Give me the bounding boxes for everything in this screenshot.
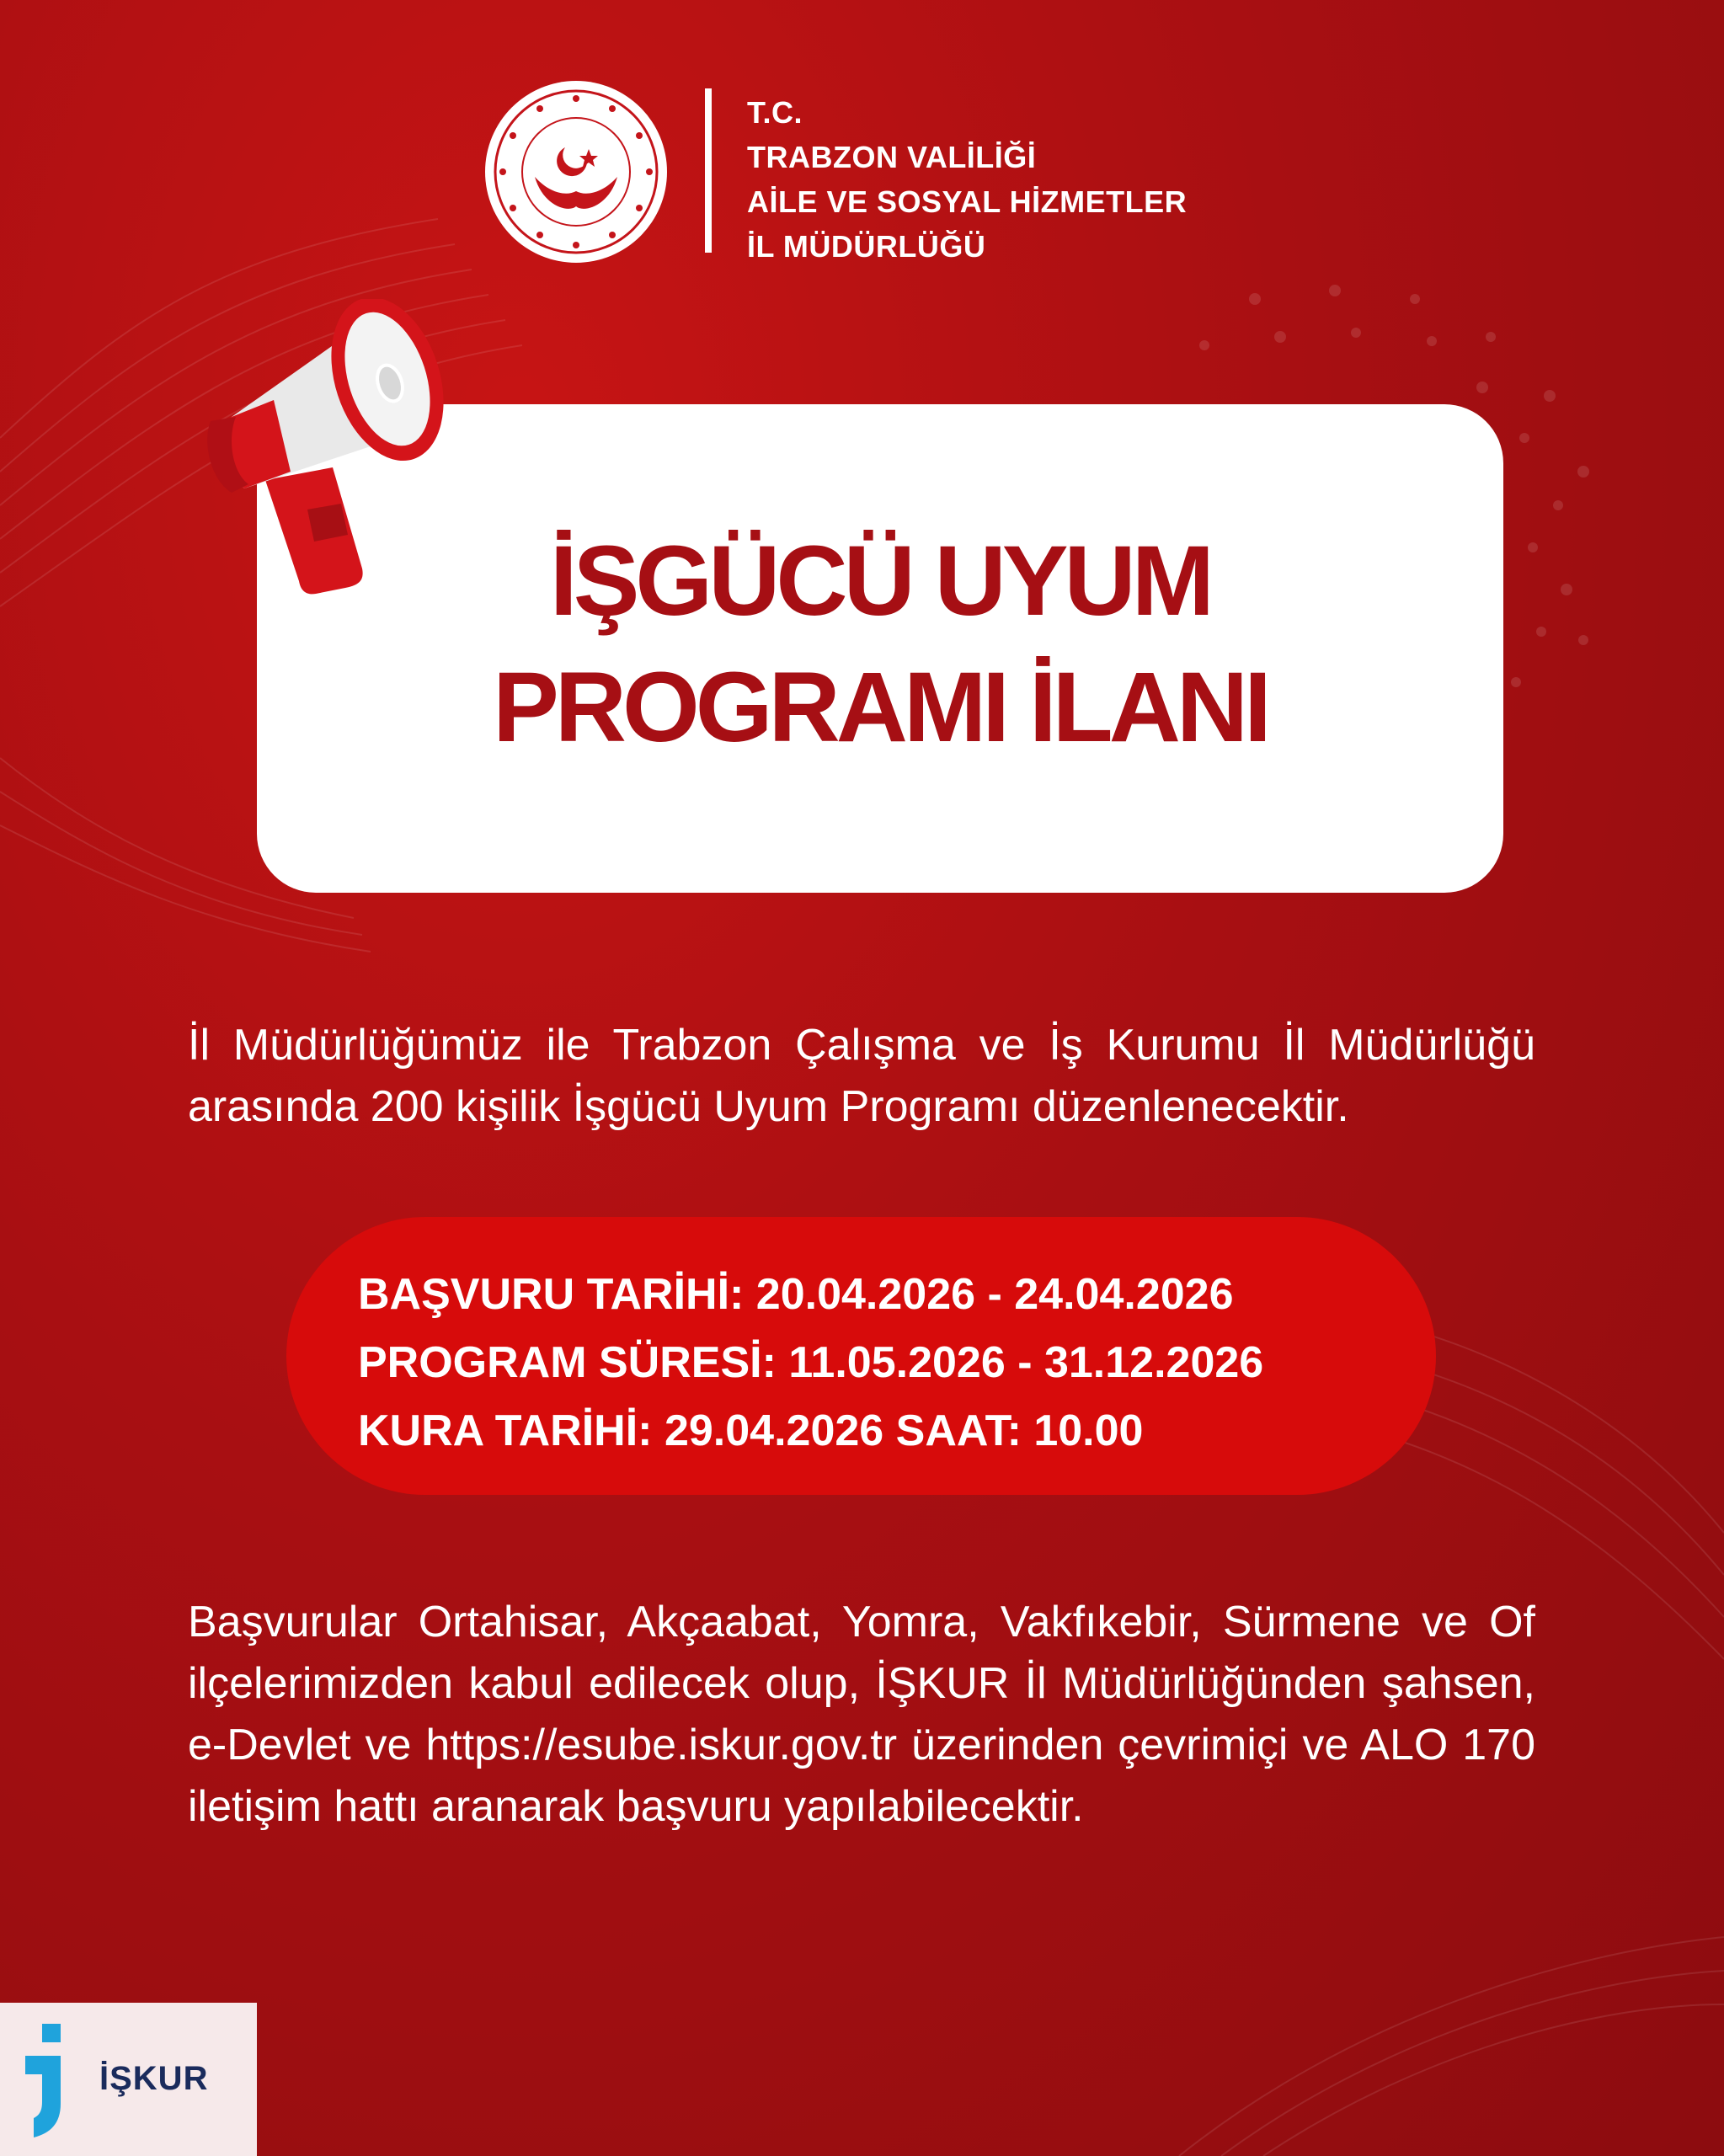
title-line-1: İŞGÜCÜ UYUM — [549, 526, 1211, 637]
header-divider — [705, 88, 712, 253]
seal-logo-icon — [484, 80, 668, 264]
megaphone-icon — [206, 299, 543, 674]
iskur-logo — [0, 2003, 257, 2156]
title-line-2: PROGRAMI İLANI — [493, 652, 1268, 763]
iskur-logo-text: İŞKUR — [99, 2060, 209, 2097]
header — [484, 80, 1242, 265]
dates-box — [286, 1217, 1436, 1495]
program-duration: PROGRAM SÜRESİ: 11.05.2026 - 31.12.2026 — [358, 1338, 1264, 1387]
org-line-directorate: İL MÜDÜRLÜĞÜ — [747, 229, 986, 264]
intro-paragraph: İl Müdürlüğümüz ile Trabzon Çalışma ve İş Kurumu İl Müdürlüğü arasında 200 kişilik İşgücü Uyum Programı düzenlenecektir. — [188, 1021, 1535, 1131]
application-date: BAŞVURU TARİHİ: 20.04.2026 - 24.04.2026 — [358, 1270, 1234, 1319]
org-line-valilik: TRABZON VALİLİĞİ — [747, 140, 1037, 174]
details-paragraph: Başvurular Ortahisar, Akçaabat, Yomra, Vakfıkebir, Sürmene ve Of ilçelerimizden kabul edilecek olup, İŞKUR İl Müdürlüğünden şahsen, e-Devlet ve https://esube.iskur.gov.tr üzerinden çevrimiçi ve ALO 170 iletişim hattı aranarak başvuru yapılabilecektir. — [188, 1598, 1535, 1831]
organization-name — [747, 90, 1187, 269]
iskur-logo-icon — [25, 2024, 72, 2137]
org-line-ministry: AİLE VE SOSYAL HİZMETLER — [747, 184, 1188, 219]
lottery-date: KURA TARİHİ: 29.04.2026 SAAT: 10.00 — [358, 1406, 1144, 1455]
org-line-tc: T.C. — [747, 95, 803, 130]
